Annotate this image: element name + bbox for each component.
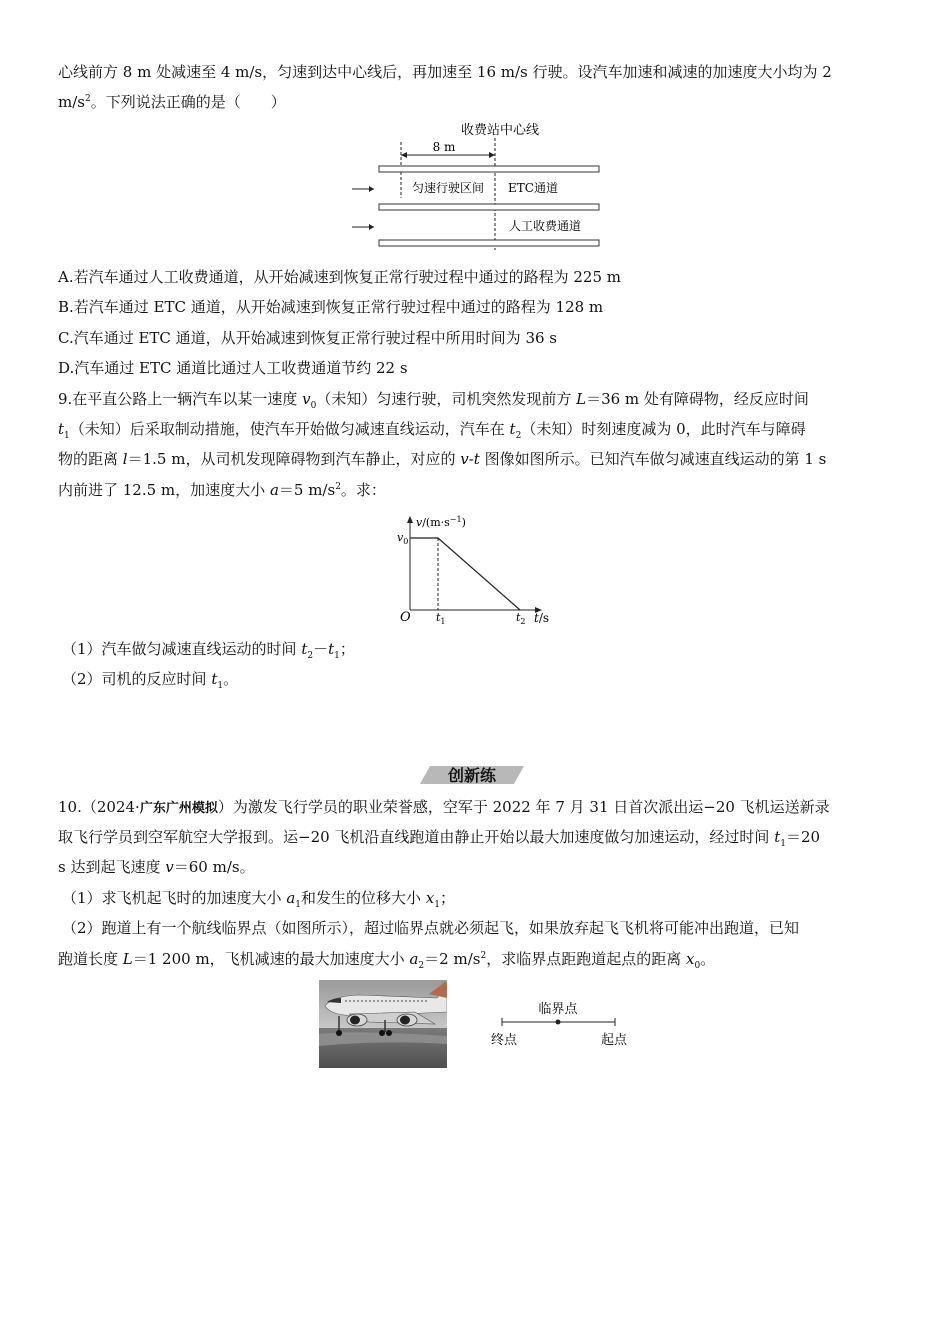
etc-arrowhead-icon bbox=[369, 186, 374, 192]
q8-option-d: D.汽车通过 ETC 通道比通过人工收费通道节约 22 s bbox=[58, 359, 408, 377]
q10-subq1: （1）求飞机起飞时的加速度大小 $a_1$和发生的位移大小 $x_1$； bbox=[62, 889, 456, 910]
toll-centerline-label: 收费站中心线 bbox=[460, 123, 540, 138]
main-wheel-2 bbox=[386, 1030, 392, 1036]
lane-barrier-middle bbox=[379, 204, 599, 210]
vt-t2-label: $t_2$ bbox=[516, 611, 526, 626]
main-wheel-1 bbox=[379, 1030, 385, 1036]
lane-barrier-top bbox=[379, 166, 599, 172]
q9-text-line4: 内前进了 12.5 m，加速度大小 a＝5 $m/s^2$。求： bbox=[58, 481, 386, 499]
runway-diagram bbox=[480, 996, 640, 1054]
nose-wheel bbox=[336, 1030, 342, 1036]
q8-text-line2: $m/s^2$。下列说法正确的是（ ） bbox=[58, 93, 286, 111]
section-title: 创新练 bbox=[447, 766, 497, 785]
engine-right-intake bbox=[400, 1016, 410, 1025]
q8-option-c: C.汽车通过 ETC 通道，从开始减速到恢复正常行驶过程中所用时间为 36 s bbox=[58, 329, 558, 347]
distance-arrow-left bbox=[401, 152, 407, 158]
airplane-photo bbox=[319, 980, 447, 1068]
critical-point-label: 临界点 bbox=[538, 1002, 578, 1017]
vt-y-arrow-icon bbox=[407, 516, 413, 523]
q10-text-line3: s 达到起飞速度 v＝60 m/s。 bbox=[58, 858, 255, 876]
vt-velocity-line bbox=[410, 538, 520, 610]
q8-option-b: B.若汽车通过 ETC 通道，从开始减速到恢复正常行驶过程中通过的路程为 128 m bbox=[58, 298, 604, 316]
distance-label: 8 m bbox=[432, 140, 456, 154]
manual-lane-label: 人工收费通道 bbox=[508, 219, 582, 233]
vt-origin-label: O bbox=[400, 610, 411, 625]
q10-subq2-line2: 跑道长度 L＝1 200 m，飞机减速的最大加速度大小 $a_2=2$ $m/s^2$，求临界点距跑道起点的距离 $x_0$。 bbox=[58, 950, 716, 971]
q10-subq2-line1: （2）跑道上有一个航线临界点（如图所示），超过临界点就必须起飞，如果放弃起飞飞机将可能冲出跑道，已知 bbox=[62, 919, 800, 937]
q10-text-line1: 10.（2024·广东广州模拟）为激发飞行学员的职业荣誉感，空军于 2022 年 7 月 31 日首次派出运−20 飞机运送新录 bbox=[58, 798, 830, 816]
q10-text-line2: 取飞行学员到空军航空大学报到。运−20 飞机沿直线跑道由静止开始以最大加速度做匀加速运动，经过时间 $t_1=20$ bbox=[58, 828, 821, 849]
vt-x-label: t/s bbox=[534, 611, 550, 625]
vt-v0-label: $v_0$ bbox=[397, 531, 409, 546]
q8-option-a: A.若汽车通过人工收费通道，从开始减速到恢复正常行驶过程中通过的路程为 225 m bbox=[58, 268, 621, 286]
q9-subq1: （1）汽车做匀减速直线运动的时间 $t_2-t_1$； bbox=[62, 640, 355, 661]
runway-start-label: 起点 bbox=[600, 1033, 628, 1048]
etc-lane-label: ETC通道 bbox=[508, 181, 558, 195]
runway-end-label: 终点 bbox=[490, 1033, 518, 1048]
manual-arrowhead-icon bbox=[369, 224, 374, 230]
q9-text-line3: 物的距离 l＝1.5 m，从司机发现障碍物到汽车静止，对应的 v-t 图像如图所示。已知汽车做匀减速直线运动的第 1 s bbox=[58, 450, 827, 468]
vt-graph bbox=[392, 512, 562, 630]
q8-text-line1: 心线前方 8 m 处减速至 4 m/s，匀速到达中心线后，再加速至 16 m/s 行驶。设汽车加速和减速的加速度大小均为 2 bbox=[58, 63, 832, 81]
section-badge bbox=[420, 762, 524, 788]
q9-subq2: （2）司机的反应时间 $t_1$。 bbox=[62, 670, 239, 691]
constant-speed-zone-label: 匀速行驶区间 bbox=[411, 181, 485, 195]
distance-arrow-right bbox=[489, 152, 495, 158]
vt-t1-label: $t_1$ bbox=[436, 611, 446, 626]
engine-left-intake bbox=[350, 1016, 360, 1025]
critical-point-dot bbox=[556, 1020, 561, 1025]
q9-text-line1: 9.在平直公路上一辆汽车以某一速度 $v_0$（未知）匀速行驶，司机突然发现前方 L＝36 m 处有障碍物，经反应时间 bbox=[58, 390, 809, 411]
toll-station-diagram bbox=[340, 118, 610, 254]
q10-source-tag: 广东广州模拟 bbox=[139, 801, 218, 816]
lane-barrier-bottom bbox=[379, 240, 599, 246]
vt-y-label: $v/(m\cdot s^{-1})$ bbox=[416, 515, 466, 529]
q9-text-line2: $t_1$（未知）后采取制动措施，使汽车开始做匀减速直线运动，汽车在 $t_2$（未知）时刻速度减为 0，此时汽车与障碍 bbox=[58, 420, 806, 441]
